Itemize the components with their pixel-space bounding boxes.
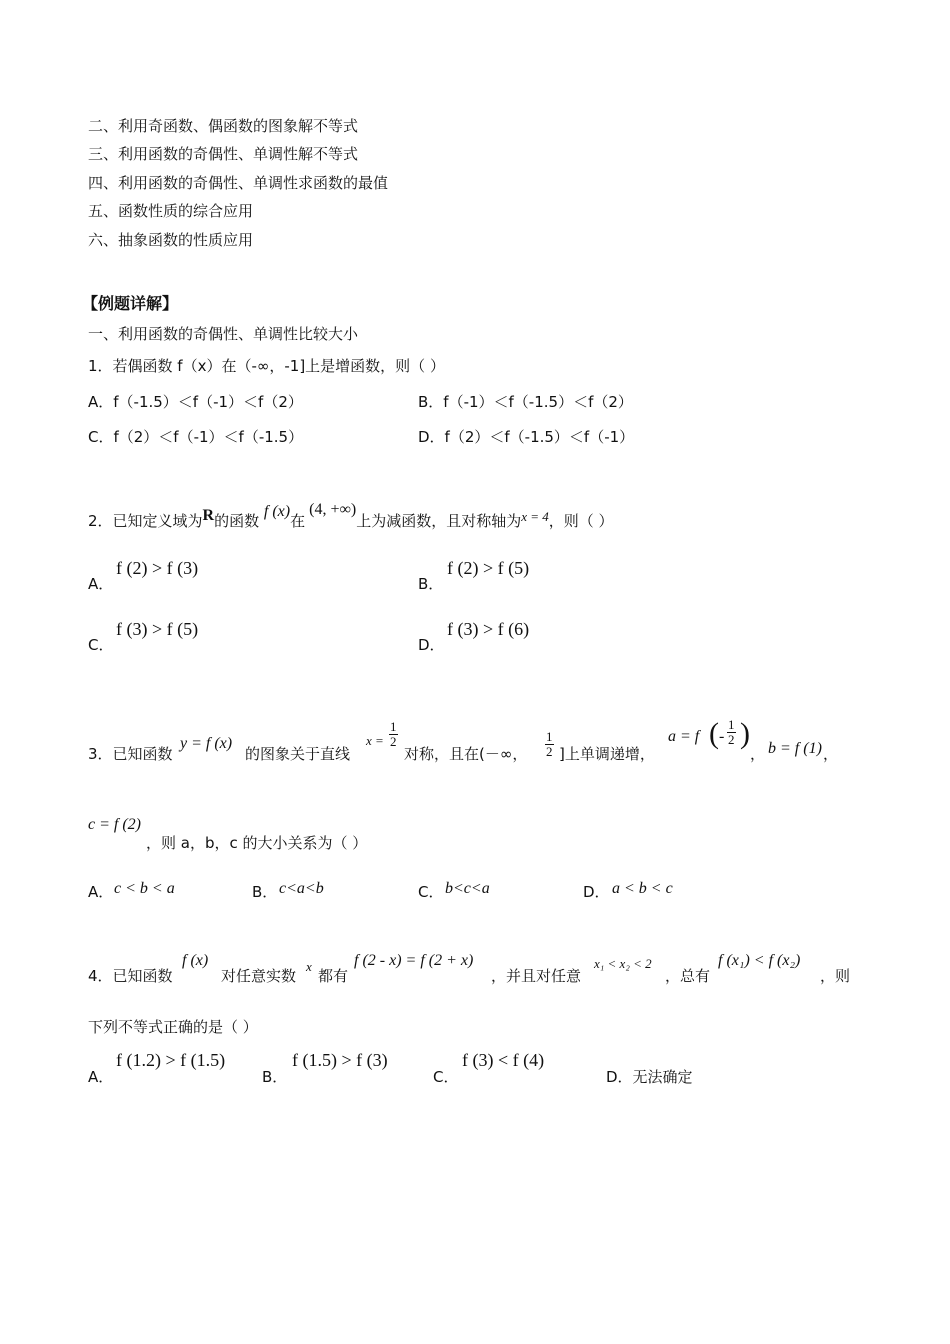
q4-option-b-label: B．: [262, 1068, 288, 1086]
q3-axis-x: x =: [366, 733, 384, 748]
q2-text-3: 在: [290, 512, 306, 530]
q2-function: f (x): [263, 503, 291, 520]
q4-option-d: D．无法确定: [606, 1068, 693, 1086]
q2-option-b: f (2) > f (5): [447, 558, 530, 578]
q4-text-2: 对任意实数: [221, 967, 297, 985]
q2-option-c: f (3) > f (5): [116, 619, 199, 639]
q3-a-definition: a = f: [668, 728, 700, 745]
q4-option-c-label: C．: [433, 1068, 459, 1086]
q4-text-1: 4．已知函数: [88, 967, 173, 985]
q2-stem: [88, 501, 614, 532]
q2-option-d-label: D．: [418, 636, 445, 654]
q4-text-7: 下列不等式正确的是（ ）: [88, 1018, 258, 1036]
q2-option-c-label: C．: [88, 636, 114, 654]
q2-option-a-label: A．: [88, 575, 114, 593]
q2-interval: (4, +∞): [309, 501, 357, 518]
q3-comma-2: ，: [823, 745, 839, 763]
q4-option-b: f (1.5) > f (3): [292, 1050, 388, 1070]
toc-item-3: 三、利用函数的奇偶性、单调性解不等式: [88, 145, 359, 163]
q3-axis-fraction: [389, 720, 398, 749]
q3-text-5: ，则 a，b，c 的大小关系为（ ）: [146, 834, 368, 852]
q2-option-d: f (3) > f (6): [447, 619, 530, 639]
q2-text-4: 上为减函数，且对称轴为: [356, 512, 522, 530]
q3-fraction-numerator: 1: [390, 719, 397, 734]
q2-text-1: 2．已知定义域为: [88, 512, 203, 530]
toc-item-2: 二、利用奇函数、偶函数的图象解不等式: [88, 117, 359, 135]
q3-option-b: c<a<b: [279, 880, 324, 897]
q3-a-denominator: 2: [728, 732, 735, 747]
q3-option-c-label: C．: [418, 883, 444, 901]
q3-option-b-label: B．: [252, 883, 278, 901]
q4-option-a-label: A．: [88, 1068, 114, 1086]
q3-option-a: c < b < a: [114, 880, 175, 897]
q1-option-c: C．f（2）＜f（-1）＜f（-1.5）: [88, 428, 304, 446]
toc-item-4: 四、利用函数的奇偶性、单调性求函数的最值: [88, 174, 389, 192]
q3-function: y = f (x): [180, 735, 233, 752]
q3-option-d-label: D．: [583, 883, 610, 901]
examples-heading: 【例题详解】: [82, 294, 179, 313]
q3-text-4: ]上单调递增，: [559, 745, 655, 763]
q4-text-6: ，则: [820, 967, 851, 985]
q3-interval-numerator: 1: [546, 729, 553, 744]
q3-a-right-paren: ): [740, 717, 750, 750]
q3-interval-fraction: [545, 730, 554, 759]
q3-a-numerator: 1: [728, 717, 735, 732]
section-1-title: 一、利用函数的奇偶性、单调性比较大小: [88, 325, 359, 343]
q4-condition: x₁ < x₂ < 2: [594, 956, 652, 971]
q3-b-definition: b = f (1): [768, 740, 822, 757]
q3-comma-1: ，: [750, 745, 766, 763]
q2-text-5: ，则（ ）: [548, 512, 614, 530]
q4-variable-x: x: [306, 959, 312, 974]
q3-interval-denominator: 2: [546, 744, 553, 759]
q4-inequality: f (x₁) < f (x₂): [718, 952, 801, 969]
q4-option-a: f (1.2) > f (1.5): [116, 1050, 226, 1070]
q1-option-a: A．f（-1.5）＜f（-1）＜f（2）: [88, 393, 303, 411]
q2-text-2: 的函数: [214, 512, 260, 530]
q3-text-3: 对称，且在(－∞，: [404, 745, 528, 763]
q3-text-2: 的图象关于直线: [245, 745, 351, 763]
q2-axis: x = 4: [521, 509, 549, 524]
q4-text-4: ，并且对任意: [491, 967, 582, 985]
q4-text-5: ，总有: [665, 967, 711, 985]
q3-text-1: 3．已知函数: [88, 745, 173, 763]
q3-c-definition: c = f (2): [88, 816, 141, 833]
toc-item-6: 六、抽象函数的性质应用: [88, 231, 254, 249]
q2-real-set: R: [202, 507, 215, 524]
q3-option-c: b<c<a: [445, 880, 490, 897]
q3-a-fraction: [727, 718, 736, 747]
q4-equation: f (2 - x) = f (2 + x): [354, 952, 474, 969]
q2-option-a: f (2) > f (3): [116, 558, 199, 578]
q1-option-b: B．f（-1）＜f（-1.5）＜f（2）: [418, 393, 633, 411]
q1-option-d: D．f（2）＜f（-1.5）＜f（-1）: [418, 428, 635, 446]
q3-a-minus: -: [719, 728, 725, 745]
toc-item-5: 五、函数性质的综合应用: [88, 202, 254, 220]
q4-option-c: f (3) < f (4): [462, 1050, 545, 1070]
q1-stem: 1．若偶函数 f（x）在（-∞，-1]上是增函数，则（ ）: [88, 357, 445, 375]
q4-text-3: 都有: [318, 967, 349, 985]
q3-a-left-paren: (: [709, 717, 719, 750]
q3-fraction-denominator: 2: [390, 734, 397, 749]
q4-function: f (x): [182, 952, 209, 969]
q2-option-b-label: B．: [418, 575, 444, 593]
q3-option-d: a < b < c: [612, 880, 673, 897]
q3-option-a-label: A．: [88, 883, 114, 901]
